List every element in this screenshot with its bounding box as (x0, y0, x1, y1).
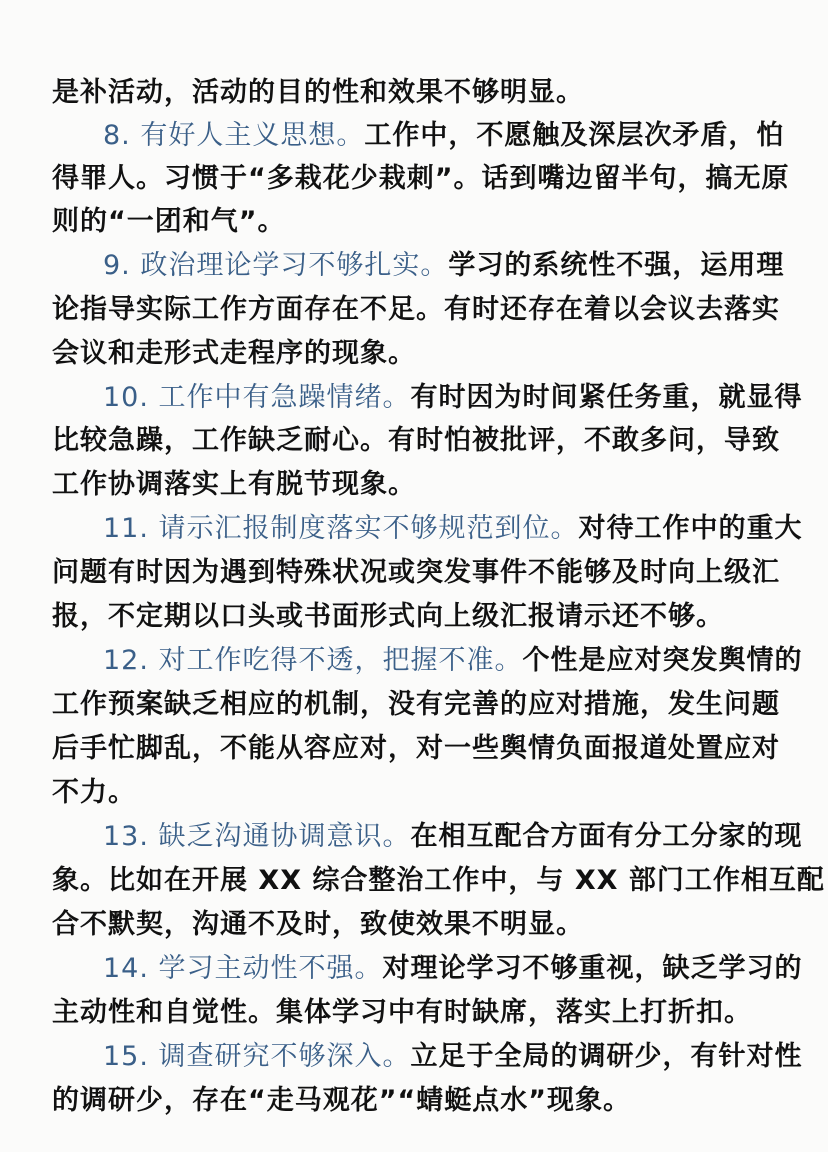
paragraph-text: 得罪人。习惯于“多栽花少栽刺”。话到嘴边留半句，搞无原 (52, 163, 790, 194)
paragraph-text: 对理论学习不够重视，缺乏学习的 (382, 953, 803, 984)
paragraph-text: 有时因为时间紧任务重，就显得 (410, 382, 803, 413)
text-line (52, 460, 788, 510)
text-line (52, 680, 788, 730)
paragraph-text: 比较急躁，工作缺乏耐心。有时怕被批评，不敢多问，导致 (52, 425, 780, 456)
text-line (52, 548, 788, 598)
paragraph-text: 个性是应对突发舆情的 (522, 645, 803, 676)
item-heading: 12. 对工作吃得不透，把握不准。 (103, 645, 523, 676)
text-line (52, 768, 788, 818)
item-heading: 14. 学习主动性不强。 (103, 953, 383, 984)
paragraph-text: 论指导实际工作方面存在不足。有时还存在着以会议去落实 (52, 294, 780, 325)
paragraph-text: 对待工作中的重大 (578, 513, 803, 544)
paragraph-text: 立足于全局的调研少，有针对性 (410, 1041, 803, 1072)
text-line (52, 197, 788, 247)
item-heading: 15. 调查研究不够深入。 (103, 1041, 411, 1072)
text-line (103, 812, 803, 862)
text-line (52, 285, 788, 335)
paragraph-text: 报，不定期以口头或书面形式向上级汇报请示还不够。 (52, 601, 724, 632)
item-heading: 8. 有好人主义思想。 (103, 120, 365, 151)
paragraph-text: 不力。 (52, 777, 136, 808)
text-line (103, 1032, 803, 1082)
item-heading: 10. 工作中有急躁情绪。 (103, 382, 411, 413)
text-line (52, 329, 788, 379)
paragraph-text: 后手忙脚乱，不能从容应对，对一些舆情负面报道处置应对 (52, 733, 780, 764)
item-heading: 9. 政治理论学习不够扎实。 (103, 250, 449, 281)
paragraph-text: 象。比如在开展 XX 综合整治工作中，与 XX 部门工作相互配 (52, 865, 825, 896)
text-line (52, 592, 788, 642)
paragraph-text: 是补活动，活动的目的性和效果不够明显。 (52, 77, 584, 108)
text-line (52, 1076, 788, 1126)
text-line (52, 900, 788, 950)
paragraph-text: 在相互配合方面有分工分家的现 (410, 821, 803, 852)
paragraph-text: 则的“一团和气”。 (52, 206, 286, 237)
text-line (103, 944, 803, 994)
paragraph-text: 工作协调落实上有脱节现象。 (52, 469, 416, 500)
paragraph-text: 的调研少，存在“走马观花”“蜻蜓点水”现象。 (52, 1085, 631, 1116)
text-line (103, 504, 803, 554)
paragraph-text: 主动性和自觉性。集体学习中有时缺席，落实上打折扣。 (52, 997, 752, 1028)
text-line (52, 724, 788, 774)
text-line (103, 636, 803, 686)
paragraph-text: 工作预案缺乏相应的机制，没有完善的应对措施，发生问题 (52, 689, 780, 720)
item-heading: 13. 缺乏沟通协调意识。 (103, 821, 411, 852)
text-line (103, 241, 788, 291)
paragraph-text: 问题有时因为遇到特殊状况或突发事件不能够及时向上级汇 (52, 557, 780, 588)
paragraph-text: 工作中，不愿触及深层次矛盾，怕 (364, 120, 785, 151)
paragraph-text: 会议和走形式走程序的现象。 (52, 338, 416, 369)
text-line (52, 988, 788, 1038)
paragraph-text: 学习的系统性不强，运用理 (448, 250, 785, 281)
text-line (52, 416, 788, 466)
text-line (52, 856, 825, 906)
paragraph-text: 合不默契，沟通不及时，致使效果不明显。 (52, 909, 584, 940)
item-heading: 11. 请示汇报制度落实不够规范到位。 (103, 513, 579, 544)
